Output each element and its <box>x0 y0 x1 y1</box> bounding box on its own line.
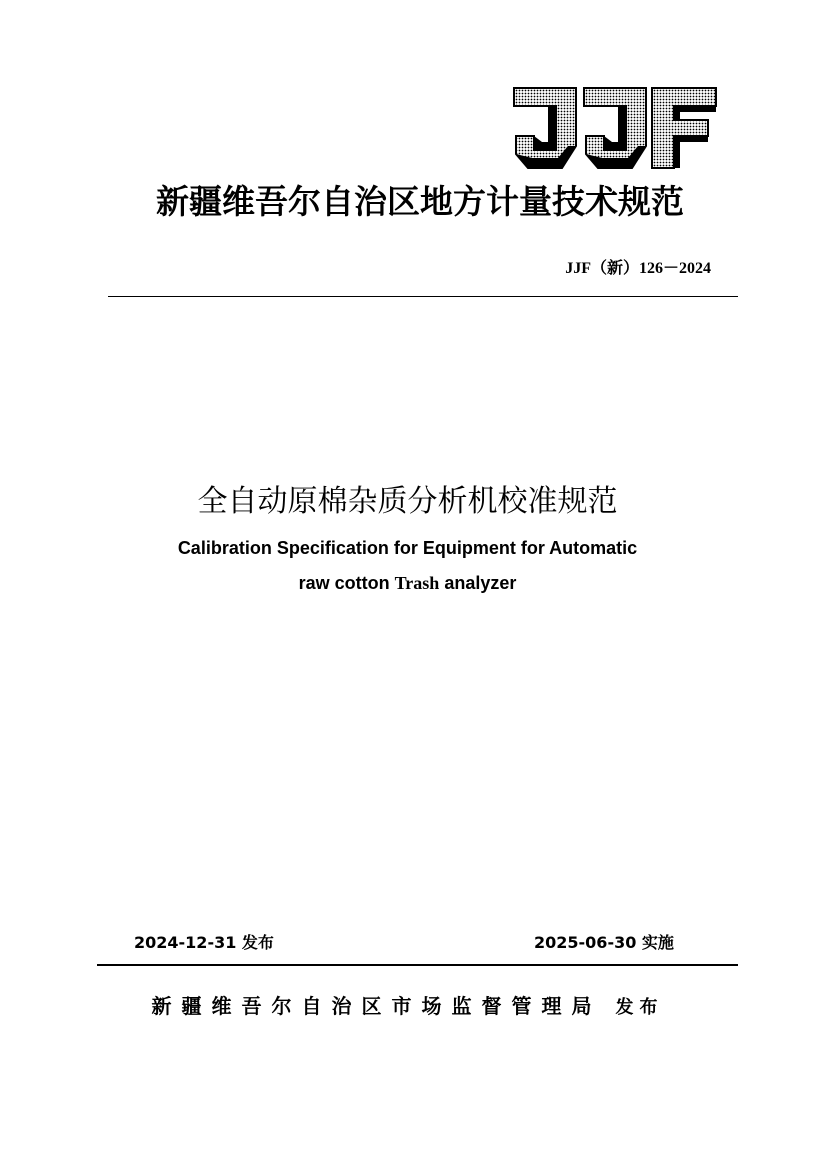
publisher <box>0 990 815 1019</box>
top-divider <box>108 296 738 297</box>
title-en-part1: raw cotton <box>298 573 395 593</box>
document-title-en-line1: Calibration Specification for Equipment for Automatic <box>177 538 638 558</box>
jjf-logo <box>512 86 718 170</box>
title-en-part2: Trash <box>394 573 440 593</box>
document-code: JJF（新）126－2024 <box>565 260 711 277</box>
document-title-cn: 全自动原棉杂质分析机校准规范 <box>197 484 618 519</box>
implementation-date: 2025-06-30 实施 <box>534 933 674 952</box>
publisher-name: 新疆维吾尔自治区市场监督管理局 <box>151 994 602 1018</box>
title-en-part3: analyzer <box>439 573 517 593</box>
org-title: 新疆维吾尔自治区地方计量技术规范 <box>156 182 684 221</box>
issue-date: 2024-12-31 发布 <box>134 933 274 952</box>
publisher-suffix: 发布 <box>615 997 664 1018</box>
document-title-en-line2 <box>0 573 815 594</box>
bottom-divider <box>97 964 738 966</box>
